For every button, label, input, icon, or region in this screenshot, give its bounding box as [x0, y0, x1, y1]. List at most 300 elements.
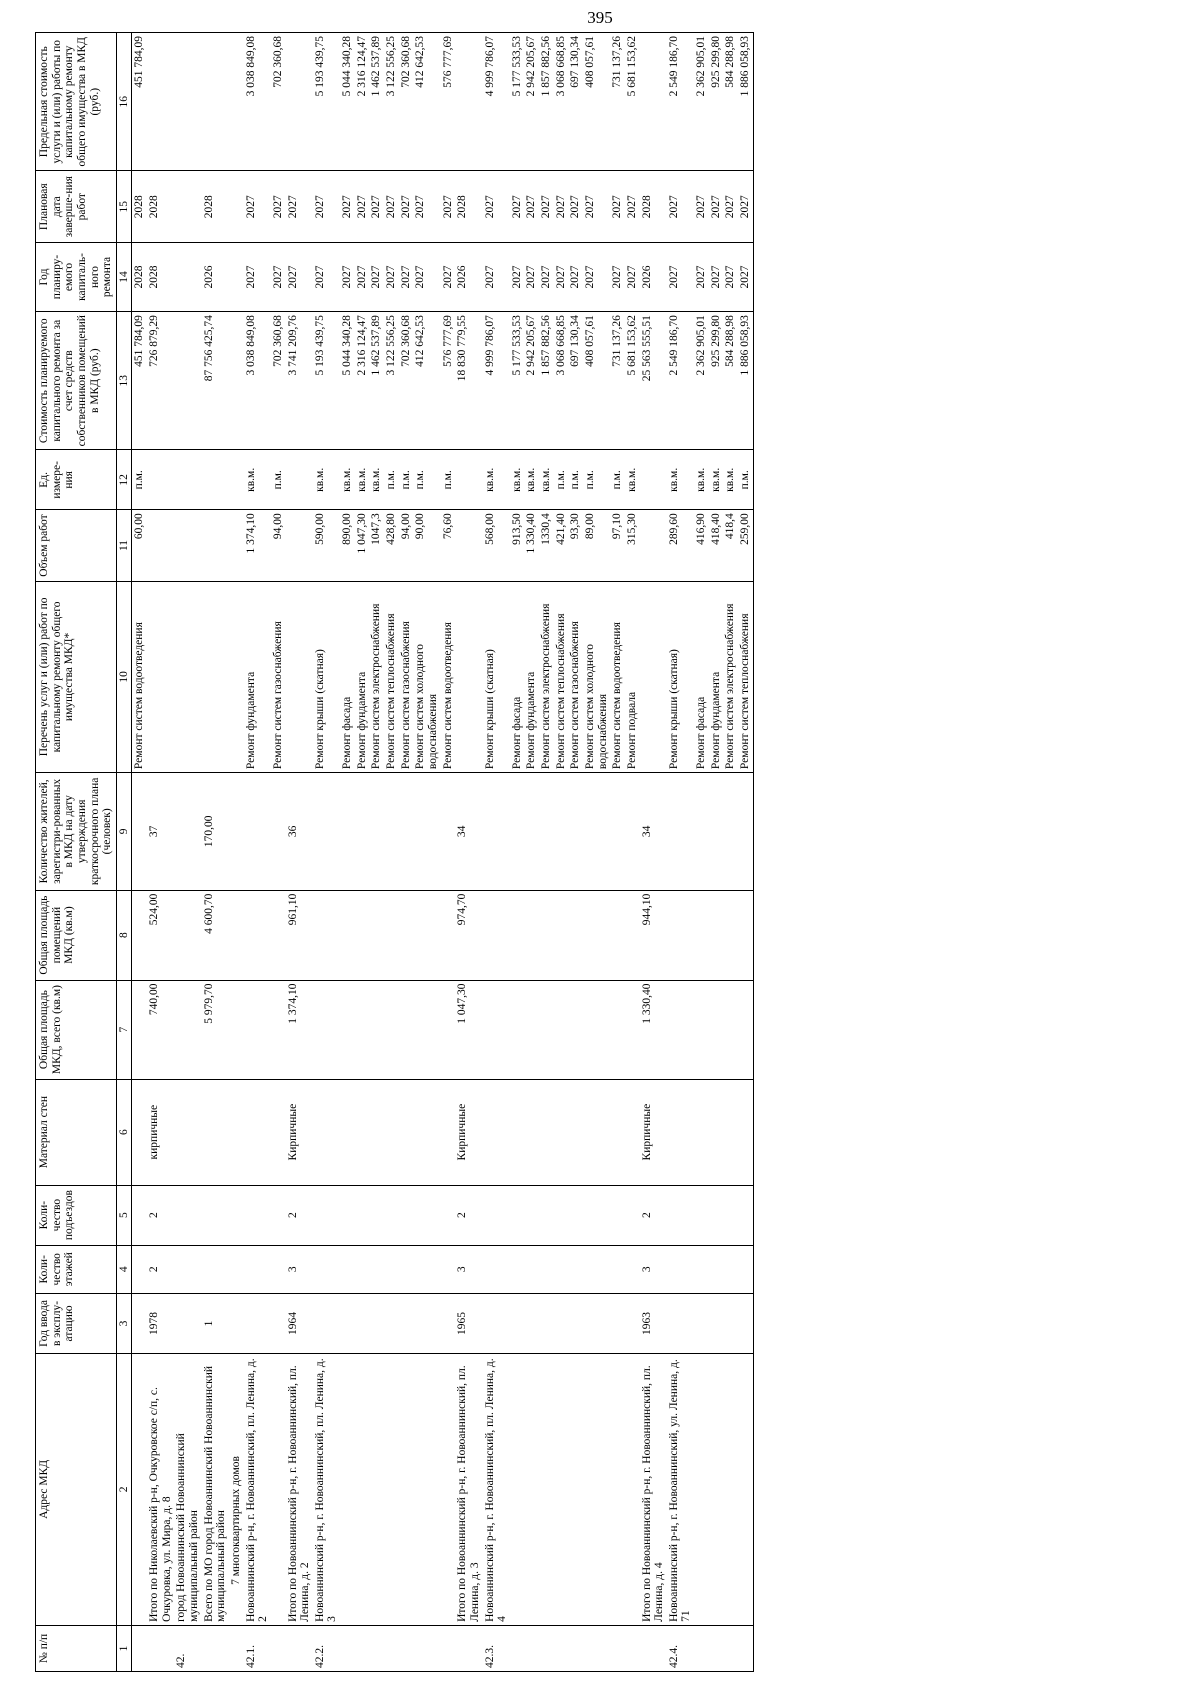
- table-cell: [723, 1353, 738, 1625]
- table-cell: 1330,4: [539, 510, 554, 581]
- table-cell: 408 057,61: [583, 312, 610, 450]
- table-cell: [554, 1079, 569, 1185]
- table-cell: 2027: [441, 242, 456, 311]
- table-cell: 5 044 340,28: [340, 312, 355, 450]
- table-cell: [554, 773, 569, 891]
- table-cell: кв.м.: [709, 450, 724, 510]
- table-cell: 97,10: [610, 510, 625, 581]
- table-cell: [399, 890, 414, 980]
- table-cell: 5 681 153,62: [625, 33, 640, 171]
- table-row: [271, 33, 286, 1672]
- table-cell: [413, 1185, 440, 1245]
- table-cell: [709, 1079, 724, 1185]
- table-cell: 25 563 555,51: [640, 312, 667, 450]
- table-cell: [313, 1245, 340, 1293]
- table-cell: [147, 1625, 174, 1671]
- table-cell: [369, 773, 384, 891]
- table-cell: [369, 1353, 384, 1625]
- table-cell: [738, 980, 753, 1079]
- table-cell: [539, 1625, 554, 1671]
- table-cell: 2027: [723, 171, 738, 242]
- table-cell: [147, 33, 174, 171]
- table-cell: [355, 1625, 370, 1671]
- table-cell: Ремонт систем газоснабжения: [271, 581, 286, 772]
- table-cell: 3: [640, 1245, 667, 1293]
- table-cell: [554, 1293, 569, 1353]
- table-cell: [510, 1245, 525, 1293]
- table-cell: 34: [455, 773, 482, 891]
- table-cell: [539, 980, 554, 1079]
- table-cell: [399, 1353, 414, 1625]
- table-cell: [399, 1185, 414, 1245]
- table-cell: [610, 1079, 625, 1185]
- table-cell: [483, 1245, 510, 1293]
- table-cell: [132, 890, 147, 980]
- table-cell: [723, 1245, 738, 1293]
- table-row: [539, 33, 554, 1672]
- table-cell: [174, 1185, 201, 1245]
- table-cell: 170,00: [202, 773, 229, 891]
- table-cell: [313, 980, 340, 1079]
- table-cell: [313, 890, 340, 980]
- table-row: [610, 33, 625, 1672]
- column-number: 11: [116, 510, 132, 581]
- table-cell: [738, 1245, 753, 1293]
- table-row: [399, 33, 414, 1672]
- table-cell: [286, 450, 313, 510]
- table-cell: кв.м.: [244, 450, 271, 510]
- table-cell: 2027: [625, 171, 640, 242]
- table-cell: [413, 1079, 440, 1185]
- table-cell: 2027: [723, 242, 738, 311]
- column-number-row: [116, 33, 132, 1672]
- table-row: [202, 33, 229, 1672]
- table-cell: 428,80: [384, 510, 399, 581]
- table-cell: кв.м.: [723, 450, 738, 510]
- table-cell: кв.м.: [369, 450, 384, 510]
- table-cell: [399, 1293, 414, 1353]
- table-cell: [723, 1079, 738, 1185]
- table-cell: 726 879,29: [147, 312, 174, 450]
- table-cell: 2026: [202, 242, 229, 311]
- table-row: [709, 33, 724, 1672]
- table-cell: кв.м.: [524, 450, 539, 510]
- table-cell: 1 374,10: [286, 980, 313, 1079]
- table-cell: [483, 1079, 510, 1185]
- table-cell: 2027: [510, 242, 525, 311]
- table-row: [554, 33, 569, 1672]
- table-cell: 418,4: [723, 510, 738, 581]
- column-number: 10: [116, 581, 132, 772]
- table-cell: [369, 1625, 384, 1671]
- table-cell: [510, 1293, 525, 1353]
- table-cell: [229, 980, 244, 1079]
- table-cell: [441, 773, 456, 891]
- table-cell: 2: [640, 1185, 667, 1245]
- table-cell: 974,70: [455, 890, 482, 980]
- table-cell: Кирпичные: [455, 1079, 482, 1185]
- table-cell: 2028: [147, 171, 174, 242]
- table-row: [147, 33, 174, 1672]
- table-cell: [413, 1353, 440, 1625]
- table-cell: Новоаннинский р-н, г. Новоаннинский, пл. Ленина, д. 4: [483, 1353, 510, 1625]
- table-cell: [667, 980, 694, 1079]
- table-cell: 421,40: [554, 510, 569, 581]
- table-cell: [610, 1625, 625, 1671]
- table-cell: 1 462 537,89: [369, 33, 384, 171]
- table-cell: 5 193 439,75: [313, 312, 340, 450]
- table-cell: [510, 1079, 525, 1185]
- table-cell: [738, 1293, 753, 1353]
- table-cell: 925 299,80: [709, 33, 724, 171]
- table-cell: 3 068 668,85: [554, 33, 569, 171]
- table-cell: 412 642,53: [413, 312, 440, 450]
- table-cell: [355, 890, 370, 980]
- table-cell: Итого по Новоаннинский р-н, г. Новоаннинский, пл. Ленина, д. 4: [640, 1353, 667, 1625]
- table-cell: [568, 1245, 583, 1293]
- table-cell: Итого по Новоаннинский р-н, г. Новоаннинский, пл. Ленина, д. 2: [286, 1353, 313, 1625]
- table-cell: [244, 890, 271, 980]
- table-cell: [610, 1245, 625, 1293]
- table-cell: [723, 1625, 738, 1671]
- table-cell: [132, 1079, 147, 1185]
- table-cell: [271, 1185, 286, 1245]
- table-cell: [229, 581, 244, 772]
- table-cell: 94,00: [399, 510, 414, 581]
- table-cell: [694, 773, 709, 891]
- table-cell: [413, 1625, 440, 1671]
- table-cell: [510, 980, 525, 1079]
- table-cell: 2027: [568, 171, 583, 242]
- table-cell: [369, 890, 384, 980]
- table-cell: 60,00: [132, 510, 147, 581]
- table-cell: [244, 1079, 271, 1185]
- table-cell: 418,40: [709, 510, 724, 581]
- column-header: Коли-чество подъездов: [36, 1185, 117, 1245]
- table-cell: [694, 890, 709, 980]
- table-cell: 36: [286, 773, 313, 891]
- table-cell: [132, 1245, 147, 1293]
- column-header: Плановая дата заверше-ния работ: [36, 171, 117, 242]
- table-cell: 2027: [667, 242, 694, 311]
- table-cell: [202, 1625, 229, 1671]
- table-cell: 2: [455, 1185, 482, 1245]
- table-cell: [271, 1353, 286, 1625]
- table-cell: 1: [202, 1293, 229, 1353]
- table-cell: Ремонт систем холодного водоснабжения: [413, 581, 440, 772]
- table-cell: [723, 1293, 738, 1353]
- header-row: [36, 33, 117, 1672]
- table-cell: [610, 890, 625, 980]
- table-cell: [229, 773, 244, 891]
- table-cell: 576 777,69: [441, 33, 456, 171]
- table-cell: 2027: [610, 242, 625, 311]
- column-header: Материал стен: [36, 1079, 117, 1185]
- table-cell: [738, 773, 753, 891]
- table-cell: 4 600,70: [202, 890, 229, 980]
- table-cell: [510, 1625, 525, 1671]
- capital-repair-table: [35, 32, 754, 1672]
- table-cell: [524, 980, 539, 1079]
- table-cell: 731 137,26: [610, 312, 625, 450]
- table-cell: [441, 1245, 456, 1293]
- table-cell: 289,60: [667, 510, 694, 581]
- table-cell: [132, 980, 147, 1079]
- table-cell: [340, 980, 355, 1079]
- column-number: 8: [116, 890, 132, 980]
- table-cell: [694, 980, 709, 1079]
- table-cell: 702 360,68: [399, 33, 414, 171]
- table-cell: 1965: [455, 1293, 482, 1353]
- table-cell: [583, 980, 610, 1079]
- table-cell: [229, 312, 244, 450]
- table-cell: [340, 1079, 355, 1185]
- table-cell: [640, 581, 667, 772]
- table-cell: [709, 773, 724, 891]
- table-row: [313, 33, 340, 1672]
- table-cell: Ремонт систем газоснабжения: [568, 581, 583, 772]
- table-cell: 2027: [539, 171, 554, 242]
- table-cell: [539, 1079, 554, 1185]
- table-cell: [694, 1353, 709, 1625]
- table-cell: 2027: [583, 171, 610, 242]
- table-cell: [483, 980, 510, 1079]
- table-cell: 2 549 186,70: [667, 33, 694, 171]
- table-cell: Ремонт систем электроснабжения: [369, 581, 384, 772]
- table-cell: [625, 1625, 640, 1671]
- table-cell: [399, 773, 414, 891]
- table-cell: [340, 1293, 355, 1353]
- table-cell: 2028: [147, 242, 174, 311]
- table-cell: 315,30: [625, 510, 640, 581]
- table-cell: [455, 450, 482, 510]
- column-header: Перечень услуг и (или) работ по капитальному ремонту общего имущества МКД*: [36, 581, 117, 772]
- table-cell: [286, 33, 313, 171]
- table-cell: [286, 581, 313, 772]
- table-cell: [244, 773, 271, 891]
- table-cell: 2027: [524, 171, 539, 242]
- table-cell: [510, 1185, 525, 1245]
- table-cell: 925 299,80: [709, 312, 724, 450]
- table-cell: [174, 1245, 201, 1293]
- table-cell: [625, 890, 640, 980]
- table-cell: 2 316 124,47: [355, 312, 370, 450]
- table-cell: [694, 1245, 709, 1293]
- table-cell: [610, 1293, 625, 1353]
- table-cell: кирпичные: [147, 1079, 174, 1185]
- table-cell: [554, 1245, 569, 1293]
- table-cell: п.м.: [271, 450, 286, 510]
- table-cell: [355, 980, 370, 1079]
- table-cell: [174, 171, 201, 242]
- table-cell: [244, 1185, 271, 1245]
- table-cell: [455, 33, 482, 171]
- table-cell: [568, 1625, 583, 1671]
- table-cell: 259,00: [738, 510, 753, 581]
- table-cell: [667, 1079, 694, 1185]
- table-cell: 702 360,68: [399, 312, 414, 450]
- table-cell: [244, 1293, 271, 1353]
- table-cell: [313, 1185, 340, 1245]
- table-cell: [524, 890, 539, 980]
- table-cell: [202, 1079, 229, 1185]
- table-cell: [413, 980, 440, 1079]
- table-cell: [340, 1245, 355, 1293]
- table-cell: [286, 1625, 313, 1671]
- table-cell: 2027: [384, 171, 399, 242]
- table-cell: 4 999 786,07: [483, 312, 510, 450]
- table-cell: Ремонт систем электроснабжения: [723, 581, 738, 772]
- table-cell: [709, 1353, 724, 1625]
- table-cell: 87 756 425,74: [202, 312, 229, 450]
- table-cell: Ремонт фундамента: [709, 581, 724, 772]
- table-cell: [384, 1625, 399, 1671]
- table-cell: Ремонт систем теплоснабжения: [738, 581, 753, 772]
- table-row: [510, 33, 525, 1672]
- table-cell: [384, 1353, 399, 1625]
- table-cell: [610, 980, 625, 1079]
- table-cell: 3: [455, 1245, 482, 1293]
- table-cell: 2027: [524, 242, 539, 311]
- table-cell: [625, 1353, 640, 1625]
- table-cell: [583, 1625, 610, 1671]
- table-cell: [174, 1293, 201, 1353]
- table-cell: 18 830 779,55: [455, 312, 482, 450]
- table-cell: [640, 1625, 667, 1671]
- table-cell: 5 193 439,75: [313, 33, 340, 171]
- table-cell: [583, 1293, 610, 1353]
- table-cell: 94,00: [271, 510, 286, 581]
- table-cell: [510, 890, 525, 980]
- table-cell: [524, 773, 539, 891]
- column-header: Стоимость планируемого капитального ремонта за счет средств собственников помещений в МКД (руб.): [36, 312, 117, 450]
- table-cell: п.м.: [132, 450, 147, 510]
- table-cell: 451 784,09: [132, 33, 147, 171]
- column-header: Предельная стоимость услуги и (или) работы по капитальному ремонту общего имущества в МКД (руб.): [36, 33, 117, 171]
- table-cell: Ремонт крыши (скатная): [313, 581, 340, 772]
- table-cell: [229, 1625, 244, 1671]
- column-header: Год планиру-емого капиталь-ного ремонта: [36, 242, 117, 311]
- table-cell: [667, 773, 694, 891]
- table-cell: Итого по Николаевский р-н, Очкуровское с/п, с. Очкуровка, ул. Мира, д. 8: [147, 1353, 174, 1625]
- table-cell: 3 122 556,25: [384, 33, 399, 171]
- table-cell: 2027: [399, 242, 414, 311]
- table-cell: 2028: [132, 171, 147, 242]
- table-cell: [539, 1245, 554, 1293]
- table-cell: Ремонт фундамента: [524, 581, 539, 772]
- table-cell: [723, 980, 738, 1079]
- table-cell: [583, 1353, 610, 1625]
- table-cell: Ремонт систем газоснабжения: [399, 581, 414, 772]
- table-cell: [568, 980, 583, 1079]
- table-cell: [539, 1185, 554, 1245]
- table-cell: п.м.: [554, 450, 569, 510]
- column-number: 7: [116, 980, 132, 1079]
- table-cell: Ремонт крыши (скатная): [483, 581, 510, 772]
- table-cell: [340, 1625, 355, 1671]
- table-cell: Ремонт фасада: [510, 581, 525, 772]
- table-row: [132, 33, 147, 1672]
- table-cell: п.м.: [738, 450, 753, 510]
- table-cell: [524, 1079, 539, 1185]
- column-header: № п/п: [36, 1625, 117, 1671]
- table-cell: [384, 980, 399, 1079]
- table-cell: 2027: [554, 242, 569, 311]
- table-cell: [723, 890, 738, 980]
- table-cell: 2 942 205,67: [524, 312, 539, 450]
- table-cell: 2027: [709, 242, 724, 311]
- table-cell: [174, 450, 201, 510]
- table-cell: 2027: [694, 171, 709, 242]
- table-cell: [174, 773, 201, 891]
- table-cell: п.м.: [384, 450, 399, 510]
- table-cell: [174, 242, 201, 311]
- table-cell: 702 360,68: [271, 312, 286, 450]
- table-cell: Ремонт систем водоотведения: [132, 581, 147, 772]
- table-cell: 93,30: [568, 510, 583, 581]
- table-cell: [202, 1245, 229, 1293]
- table-cell: 2027: [369, 242, 384, 311]
- table-cell: [441, 1625, 456, 1671]
- table-cell: [229, 171, 244, 242]
- table-cell: 42.1.: [244, 1625, 271, 1671]
- table-cell: [510, 773, 525, 891]
- table-cell: [610, 773, 625, 891]
- table-cell: город Новоаннинский Новоаннинский муниципальный район: [174, 1353, 201, 1625]
- table-cell: [667, 1185, 694, 1245]
- table-cell: [625, 1079, 640, 1185]
- table-cell: 2027: [355, 242, 370, 311]
- table-cell: 3 122 556,25: [384, 312, 399, 450]
- table-cell: 1047,3: [369, 510, 384, 581]
- table-cell: 2027: [413, 171, 440, 242]
- table-cell: [483, 1293, 510, 1353]
- table-cell: 7 многоквартирных домов: [229, 1353, 244, 1625]
- table-cell: 1 330,40: [640, 980, 667, 1079]
- table-cell: 1 886 058,93: [738, 312, 753, 450]
- table-cell: [709, 980, 724, 1079]
- table-cell: [568, 1293, 583, 1353]
- table-cell: 2028: [132, 242, 147, 311]
- table-cell: 1963: [640, 1293, 667, 1353]
- table-cell: [174, 312, 201, 450]
- table-cell: 2 362 905,01: [694, 33, 709, 171]
- table-cell: [539, 1353, 554, 1625]
- table-cell: 702 360,68: [271, 33, 286, 171]
- table-cell: Ремонт систем холодного водоснабжения: [583, 581, 610, 772]
- column-header: Общая площадь помещений МКД (кв.м): [36, 890, 117, 980]
- table-cell: 451 784,09: [132, 312, 147, 450]
- table-row: [694, 33, 709, 1672]
- column-number: 5: [116, 1185, 132, 1245]
- table-cell: [709, 890, 724, 980]
- table-cell: [174, 890, 201, 980]
- table-cell: Новоаннинский р-н, г. Новоаннинский, ул. Ленина, д. 71: [667, 1353, 694, 1625]
- table-cell: 2027: [286, 242, 313, 311]
- table-cell: 42.4.: [667, 1625, 694, 1671]
- table-cell: 731 137,26: [610, 33, 625, 171]
- table-cell: 2027: [667, 171, 694, 242]
- table-cell: 2027: [313, 242, 340, 311]
- table-cell: [583, 1245, 610, 1293]
- table-cell: 5 681 153,62: [625, 312, 640, 450]
- table-row: [174, 33, 201, 1672]
- table-cell: [313, 1293, 340, 1353]
- table-cell: [147, 450, 174, 510]
- table-cell: [568, 1353, 583, 1625]
- table-cell: [610, 1353, 625, 1625]
- table-cell: [483, 1185, 510, 1245]
